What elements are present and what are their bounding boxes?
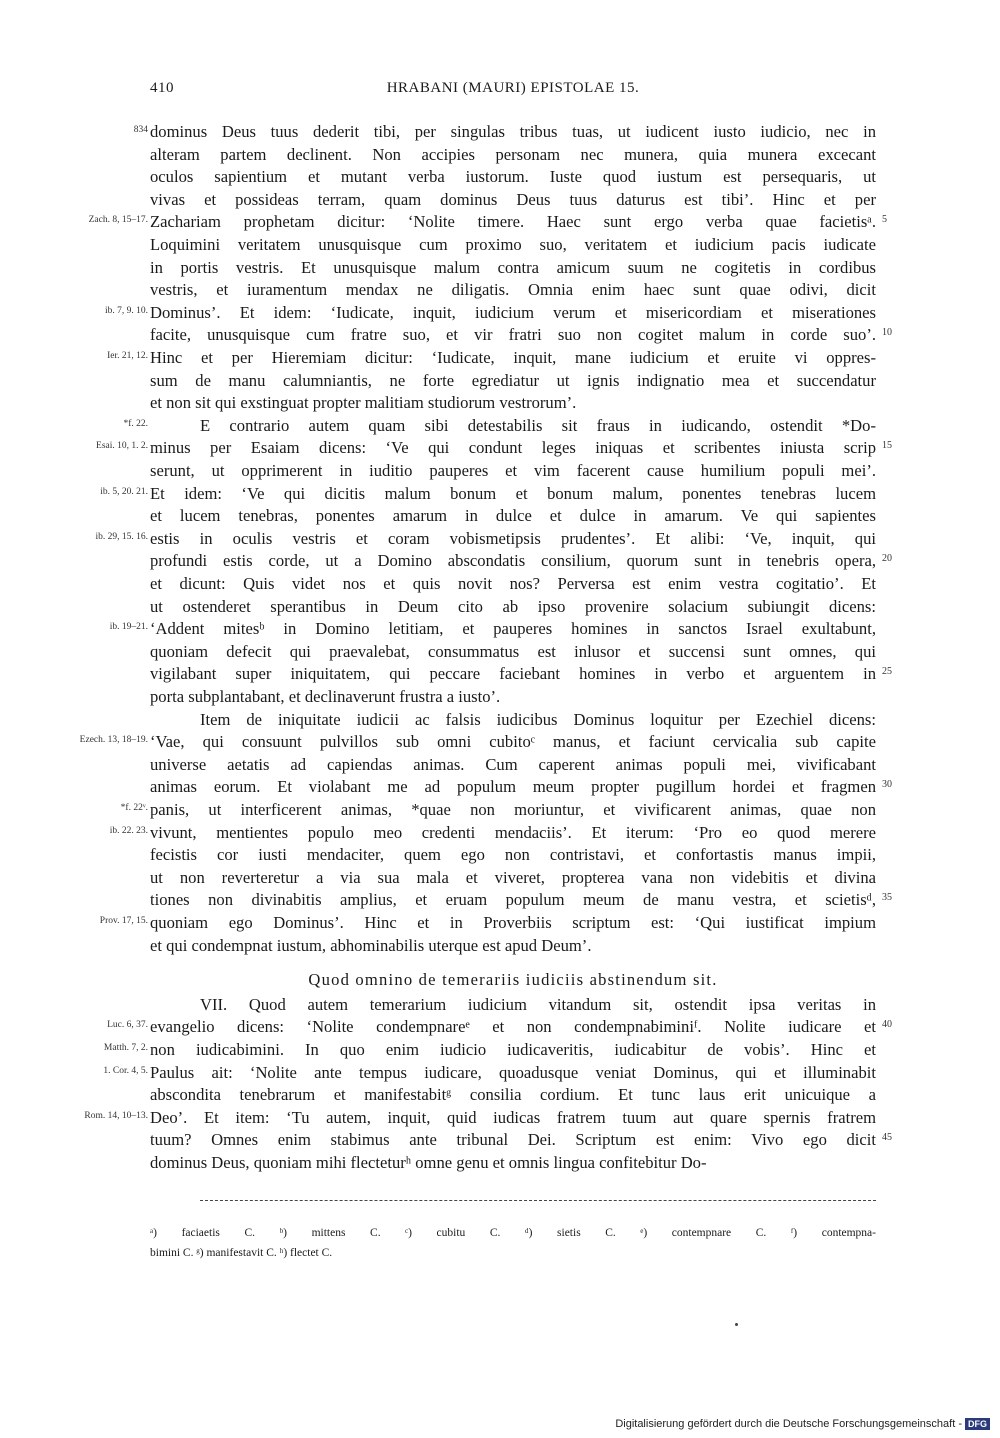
- margin-reference: *f. 22.: [123, 418, 148, 429]
- footnote-line: bimini C. ᵍ) manifestavit C. ʰ) flectet C.: [150, 1247, 333, 1259]
- line-text: et dicunt: Quis videt nos et quis novit nos? Perversa est enim vestra cogitatio’. Et: [150, 574, 876, 593]
- line-text: ut non reverteretur a via sua mala et viveret, propterea vana non videbitis et divina: [150, 867, 876, 887]
- line-text: Zachariam prophetam dicitur: ‘Nolite timere. Haec sunt ergo verba quae facietisᵃ.: [150, 212, 876, 232]
- text-line: [0, 258, 1000, 281]
- text-line: [0, 1130, 1000, 1153]
- text-line: [0, 597, 1000, 620]
- margin-reference: Esai. 10, 1. 2.: [96, 441, 148, 452]
- text-line: [0, 348, 1000, 371]
- section-heading: Quod omnino de temerariis iudiciis abstinendum sit.: [308, 970, 718, 990]
- text-line: [0, 1108, 1000, 1131]
- text-line: [0, 438, 1000, 461]
- margin-reference: ib. 5, 20. 21.: [100, 486, 148, 497]
- text-line: [0, 823, 1000, 846]
- page-header: [0, 80, 1000, 104]
- line-text: vigilabant super iniquitatem, qui peccare faciebant homines in verbo et arguentem in: [150, 664, 876, 684]
- line-number: 20: [882, 553, 892, 565]
- line-text: et lucem tenebras, ponentes amarum in dulce et dulce in amarum. Ve qui sapientes: [150, 506, 876, 526]
- text-line: [0, 1017, 1000, 1040]
- line-text: dominus Deus, quoniam mihi flecteturʰ omne genu et omnis lingua confitebitur Do-: [150, 1153, 707, 1172]
- text-line: [0, 145, 1000, 168]
- text-line: [0, 777, 1000, 800]
- margin-reference: Ier. 21, 12.: [107, 351, 148, 361]
- line-text: ‘Vae, qui consuunt pulvillos sub omni cubitoᶜ manus, et faciunt cervicalia sub capite: [150, 732, 876, 752]
- line-text: estis in oculis vestris et coram vobismetipsis prudentes’. Et alibi: ‘Ve, inquit, qui: [150, 528, 876, 548]
- ink-dot: [735, 1323, 738, 1326]
- line-text: Deo’. Et item: ‘Tu autem, inquit, quid iudicas fratrem tuum aut quare spernis fratrem: [150, 1107, 876, 1127]
- text-line: [0, 755, 1000, 778]
- line-text: Item de iniquitate iudicii ac falsis iudicibus Dominus loquitur per Ezechiel dicens:: [200, 709, 876, 729]
- digitization-credit: [615, 1418, 990, 1430]
- text-line: [0, 845, 1000, 868]
- text-line: [0, 529, 1000, 552]
- line-text: minus per Esaiam dicens: ‘Ve qui condunt leges iniquas et scribentes iniusta scrip: [150, 438, 876, 458]
- text-line: [0, 212, 1000, 235]
- text-line: [0, 1040, 1000, 1063]
- line-text: Dominus’. Et idem: ‘Iudicate, inquit, iudicium verum et misericordiam et miserationes: [150, 302, 876, 322]
- line-text: Loquimini veritatem unusquisque cum proximo suo, veritatem et iudicium pacis iudicate: [150, 235, 876, 254]
- text-line: [0, 122, 1000, 145]
- line-text: vivunt, mentientes populo meo credenti mendaciis’. Et iterum: ‘Pro eo quod merere: [150, 822, 876, 842]
- line-text: oculos sapientium et mutant verba iustorum. Iuste quod iustum est persequaris, ut: [150, 167, 876, 187]
- line-text: dominus Deus tuus dederit tibi, per singulas tribus tuas, ut iudicent iusto iudicio, nec in: [150, 122, 876, 141]
- margin-reference: ib. 7, 9. 10.: [104, 305, 148, 316]
- running-head: HRABANI (MAURI) EPISTOLAE 15.: [386, 80, 640, 96]
- line-text: Et idem: ‘Ve qui dicitis malum bonum et bonum malum, ponentes tenebras lucem: [150, 483, 876, 503]
- text-line: [0, 687, 1000, 710]
- line-number: 45: [882, 1132, 892, 1144]
- text-line: [0, 325, 1000, 348]
- line-text: tuum? Omnes enim stabimus ante tribunal Dei. Scriptum est enim: Vivo ego dicit: [150, 1130, 876, 1150]
- line-text: Paulus ait: ‘Nolite ante tempus iudicare, quoadusque veniat Dominus, qui et illuminabit: [150, 1062, 876, 1082]
- line-text: profundi estis corde, ut a Domino abscondatis consilium, quorum sunt in tenebris opera,: [150, 551, 876, 571]
- text-line: [0, 551, 1000, 574]
- text-line: [0, 506, 1000, 529]
- section-heading-line: [0, 970, 1000, 993]
- line-text: ‘Addent mitesᵇ in Domino letitiam, et pauperes homines in sanctos Israel exultabunt,: [150, 619, 876, 639]
- credit-text: Digitalisierung gefördert durch die Deutsche Forschungsgemeinschaft -: [615, 1418, 962, 1430]
- margin-reference: Prov. 17, 15.: [99, 916, 148, 926]
- text-line: [0, 642, 1000, 665]
- margin-reference: *f. 22ᵛ.: [120, 803, 148, 813]
- text-line: [0, 303, 1000, 326]
- margin-reference: Luc. 6, 37.: [107, 1020, 148, 1031]
- line-number: 35: [882, 892, 892, 904]
- line-text: non iudicabimini. In quo enim iudicio iudicaveritis, iudicabitur de vobis’. Hinc et: [150, 1040, 876, 1059]
- line-number: 25: [882, 666, 892, 678]
- line-text: E contrario autem quam sibi detestabilis sit fraus in iudicando, ostendit *Do-: [200, 415, 876, 435]
- text-line: [0, 461, 1000, 484]
- text-line: [0, 913, 1000, 936]
- line-text: vivas et possideas terram, quam dominus Deus tuus daturus est tibi’. Hinc et per: [150, 189, 876, 209]
- line-text: porta subplantabant, et declinaverunt frustra a iusto’.: [150, 687, 501, 706]
- text-line: [0, 416, 1000, 439]
- text-line: [0, 732, 1000, 755]
- line-text: Hinc et per Hieremiam dicitur: ‘Iudicate, inquit, mane iudicium et eruite vi oppres-: [150, 348, 876, 367]
- line-text: quoniam defecit qui praevalebat, consummatus est inlusor et succensi sunt omnes, qui: [150, 641, 876, 661]
- line-text: panis, ut interficerent animas, *quae non moriuntur, et vivificarent animas, quae non: [150, 800, 876, 819]
- margin-reference: 834: [133, 125, 148, 135]
- dfg-logo: DFG: [965, 1418, 990, 1430]
- margin-reference: ib. 22. 23.: [109, 825, 148, 836]
- line-text: quoniam ego Dominus’. Hinc et in Proverbiis scriptum est: ‘Qui iustificat impium: [150, 913, 876, 932]
- line-text: animas eorum. Et violabant me ad populum meum propter pugillum hordei et fragmen: [150, 777, 876, 797]
- text-line: [0, 235, 1000, 258]
- margin-reference: 1. Cor. 4, 5.: [103, 1065, 148, 1076]
- text-line: [0, 1153, 1000, 1176]
- line-number: 15: [882, 440, 892, 452]
- text-line: [0, 890, 1000, 913]
- footnote-line: ᵃ) faciaetis C. ᵇ) mittens C. ᶜ) cubitu C. ᵈ) sietis C. ᵉ) contempnare C. ᶠ) contempna-: [150, 1227, 876, 1239]
- line-text: in portis vestris. Et unusquisque malum contra amicum suum ne cogitetis in cordibus: [150, 257, 876, 277]
- line-text: abscondita tenebrarum et manifestabitᵍ consilia cordium. Et tunc laus erit unicuique a: [150, 1085, 876, 1105]
- line-text: facite, unusquisque cum fratre suo, et vir fratri suo non cogitet malum in corde suo’.: [150, 325, 876, 345]
- line-text: fecistis cor iusti mendaciter, quem ego non contristavi, et confortastis manus impii,: [150, 845, 876, 865]
- text-line: [0, 995, 1000, 1018]
- text-line: [0, 574, 1000, 597]
- line-text: sum de manu calumniantis, ne forte egrediatur ut ignis indignatio mea et succendatur: [150, 370, 876, 390]
- footnote-divider: [200, 1200, 876, 1201]
- line-text: et non sit qui exstinguat propter malitiam studiorum vestrorum’.: [150, 393, 577, 413]
- line-text: universe aetatis ad capiendas animas. Cum caperent animas populi mei, vivificabant: [150, 754, 876, 774]
- text-line: [0, 1063, 1000, 1086]
- text-line: [0, 393, 1000, 416]
- line-text: vestris, et iuramentum mendax ne diligatis. Omnia enim haec sunt quae odivi, dicit: [150, 280, 876, 300]
- text-line: [0, 280, 1000, 303]
- margin-reference: Rom. 14, 10–13.: [84, 1110, 148, 1121]
- text-line: [0, 800, 1000, 823]
- margin-reference: ib. 29, 15. 16.: [95, 531, 148, 542]
- line-text: evangelio dicens: ‘Nolite condempnareᵉ et non condempnabiminiᶠ. Nolite iudicare et: [150, 1017, 876, 1037]
- text-line: [0, 484, 1000, 507]
- text-line: [0, 619, 1000, 642]
- line-text: ut ostenderet sperantibus in Deum cito ab ipso provenire solacium subiungit dicens:: [150, 596, 876, 616]
- line-number: 40: [882, 1019, 892, 1031]
- line-text: serunt, ut opprimerent in iuditio pauperes et vim facerent cause humilium populi mei’.: [150, 461, 876, 480]
- text-line: [0, 371, 1000, 394]
- text-line: [0, 664, 1000, 687]
- margin-reference: Zach. 8, 15–17.: [88, 215, 148, 226]
- line-number: 10: [882, 327, 892, 339]
- text-line: [0, 936, 1000, 959]
- text-line: [0, 868, 1000, 891]
- line-text: VII. Quod autem temerarium iudicium vitandum sit, ostendit ipsa veritas in: [200, 994, 876, 1014]
- text-line: [0, 710, 1000, 733]
- line-text: et qui condempnat iustum, abhominabilis uterque est apud Deum’.: [150, 935, 592, 955]
- line-text: alteram partem declinent. Non accipies personam nec munera, quia munera excecant: [150, 144, 876, 164]
- page-number: 410: [150, 80, 174, 96]
- line-text: tiones non divinabitis amplius, et eruam populum meum de manu vestra, et scietisᵈ,: [150, 890, 876, 910]
- text-line: [0, 190, 1000, 213]
- text-line: [0, 1085, 1000, 1108]
- text-line: [0, 167, 1000, 190]
- line-number: 30: [882, 779, 892, 791]
- footnotes: [150, 1223, 876, 1263]
- line-number: 5: [882, 214, 887, 226]
- margin-reference: Ezech. 13, 18–19.: [79, 735, 148, 746]
- margin-reference: Matth. 7, 2.: [103, 1043, 148, 1053]
- margin-reference: ib. 19–21.: [109, 622, 148, 633]
